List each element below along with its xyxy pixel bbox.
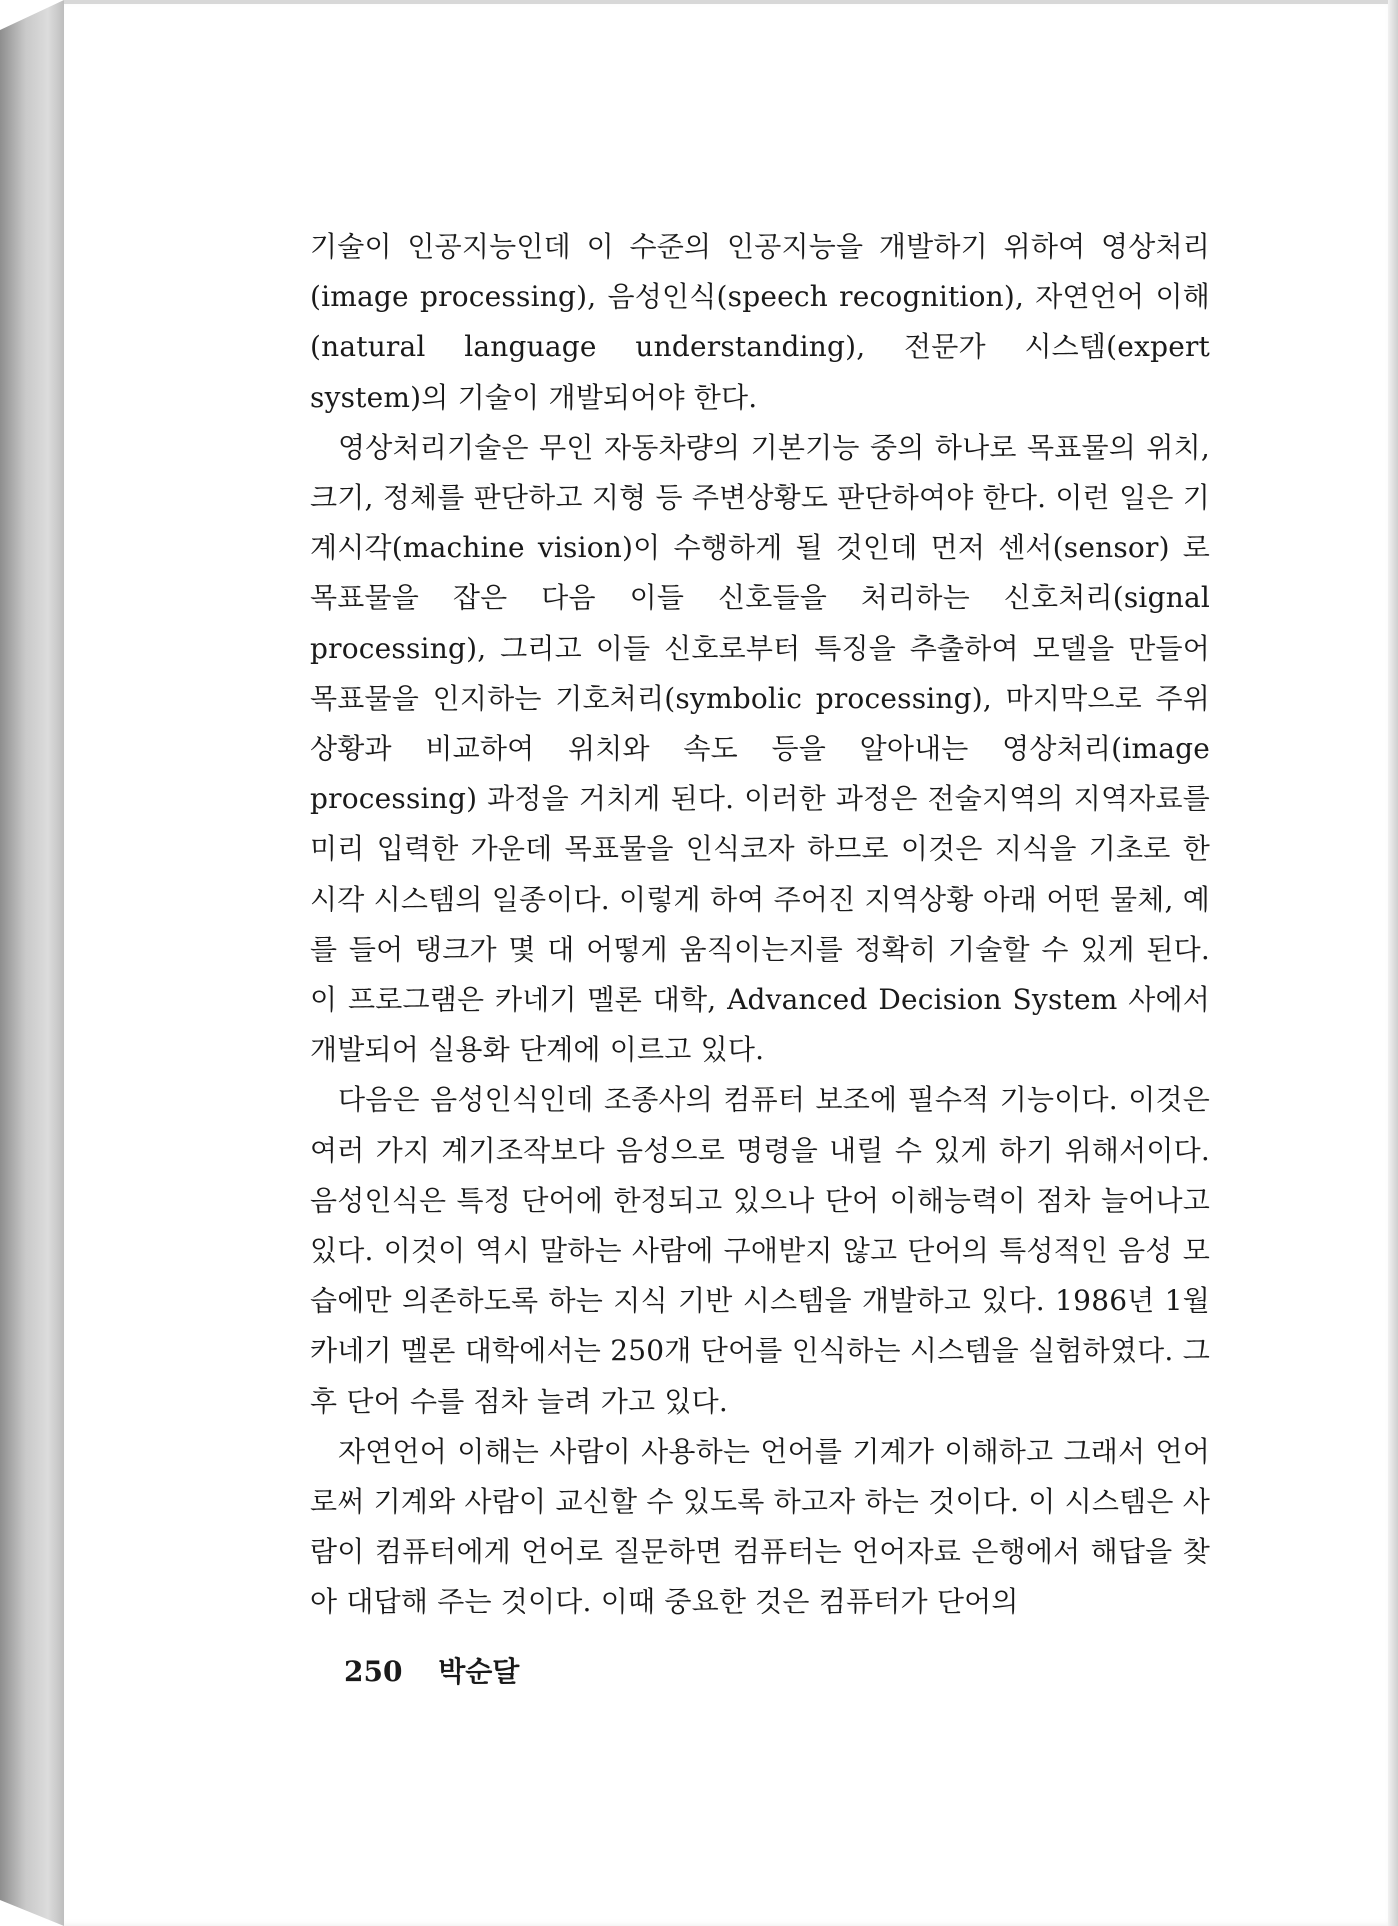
page-footer	[344, 1650, 545, 1690]
body-text	[310, 222, 1210, 1628]
paragraph-1: 기술이 인공지능인데 이 수준의 인공지능을 개발하기 위하여 영상처리 (image processing), 음성인식(speech recognition), 자연언어 이해 (natural language understanding), 전문가 시스템(expert system)의 기술이 개발되어야 한다.	[310, 230, 1210, 414]
paragraph-4: 자연언어 이해는 사람이 사용하는 언어를 기계가 이해하고 그래서 언어로써 기계와 사람이 교신할 수 있도록 하고자 하는 것이다. 이 시스템은 사람이 컴퓨터에게 언어로 질문하면 컴퓨터는 언어자료 은행에서 해답을 찾아 대답해 주는 것이다. 이때 중요한 것은 컴퓨터가 단어의	[310, 1434, 1210, 1619]
page-right-edge	[1388, 0, 1398, 1926]
book-spine	[0, 0, 64, 1926]
footer-author: 박순달	[438, 1655, 520, 1688]
page-top-edge	[64, 0, 1398, 4]
page-number: 250	[344, 1655, 403, 1688]
paragraph-3: 다음은 음성인식인데 조종사의 컴퓨터 보조에 필수적 기능이다. 이것은 여러 가지 계기조작보다 음성으로 명령을 내릴 수 있게 하기 위해서이다. 음성인식은 특정 단어에 한정되고 있으나 단어 이해능력이 점차 늘어나고 있다. 이것이 역시 말하는 사람에 구애받지 않고 단어의 특성적인 음성 모습에만 의존하도록 하는 지식 기반 시스템을 개발하고 있다. 1986년 1월 카네기 멜론 대학에서는 250개 단어를 인식하는 시스템을 실험하였다. 그 후 단어 수를 점차 늘려 가고 있다.	[310, 1083, 1210, 1418]
paragraph-2: 영상처리기술은 무인 자동차량의 기본기능 중의 하나로 목표물의 위치, 크기, 정체를 판단하고 지형 등 주변상황도 판단하여야 한다. 이런 일은 기계시각(machine vision)이 수행하게 될 것인데 먼저 센서(sensor) 로 목표물을 잡은 다음 이들 신호들을 처리하는 신호처리(signal processing), 그리고 이들 신호로부터 특징을 추출하여 모델을 만들어 목표물을 인지하는 기호처리(symbolic processing), 마지막으로 주위상황과 비교하여 위치와 속도 등을 알아내는 영상처리(image processing) 과정을 거치게 된다. 이러한 과정은 전술지역의 지역자료를 미리 입력한 가운데 목표물을 인식코자 하므로 이것은 지식을 기초로 한 시각 시스템의 일종이다. 이렇게 하여 주어진 지역상황 아래 어떤 물체, 예를 들어 탱크가 몇 대 어떻게 움직이는지를 정확히 기술할 수 있게 된다. 이 프로그램은 카네기 멜론 대학, Advanced Decision System 사에서 개발되어 실용화 단계에 이르고 있다.	[310, 430, 1210, 1067]
